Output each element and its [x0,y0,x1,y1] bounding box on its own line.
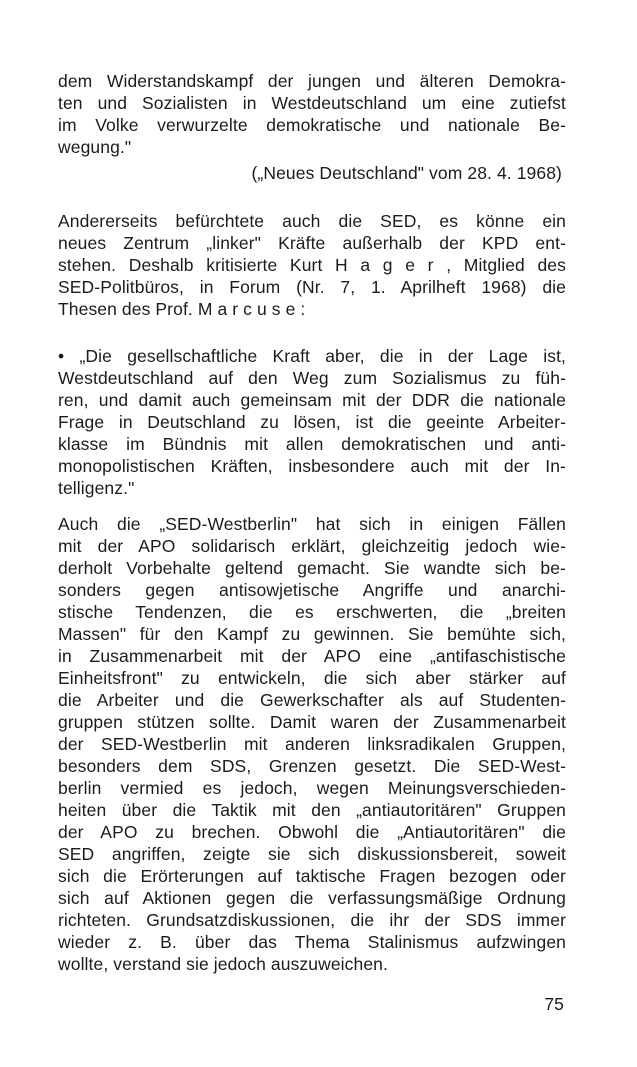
text-line: SED angriffen, zeigte sie sich diskussionsbereit, soweit [58,844,566,864]
paragraph-sed-critique [58,210,566,320]
text-line: dem Widerstandskampf der jungen und älteren Demokra- [58,71,566,91]
source-citation: („Neues Deutschland" vom 28. 4. 1968) [251,163,562,183]
text-line: telligenz." [58,478,135,498]
text-line: klasse im Bündnis mit allen demokratischen und anti- [58,434,566,454]
bullet-quote-hager [58,345,566,499]
text-line: sich die Erörterungen auf taktische Fragen bezogen oder [58,866,566,886]
text-line: die Arbeiter und die Gewerkschafter als auf Studenten- [58,690,566,710]
text-line: wieder z. B. über das Thema Stalinismus aufzwingen [58,932,566,952]
text-line: stische Tendenzen, die es erschwerten, die „breiten [58,602,566,622]
text-line: Thesen des Prof. M a r c u s e : [58,299,306,319]
text-line: Frage in Deutschland zu lösen, ist die geeinte Arbeiter- [58,412,566,432]
text-line: Auch die „SED-Westberlin" hat sich in einigen Fällen [58,514,566,534]
text-line: Einheitsfront" zu entwickeln, die sich aber stärker auf [58,668,566,688]
page-number: 75 [544,994,564,1014]
text-block [58,70,566,1015]
text-line: monopolistischen Kräften, insbesondere auch mit der In- [58,456,566,476]
text-line: sonders gegen antisowjetische Angriffe und anarchi- [58,580,566,600]
text-line: wollte, verstand sie jedoch auszuweichen. [58,954,388,974]
text-line: Massen" für den Kampf zu gewinnen. Sie bemühte sich, [58,624,566,644]
text-line: berlin vermied es jedoch, wegen Meinungsverschieden- [58,778,566,798]
text-line: mit der APO solidarisch erklärt, gleichzeitig jedoch wie- [58,536,566,556]
text-line: der APO zu brechen. Obwohl die „Antiautoritären" die [58,822,566,842]
text-line: Westdeutschland auf den Weg zum Sozialismus zu füh- [58,368,566,388]
text-line: richteten. Grundsatzdiskussionen, die ihr der SDS immer [58,910,566,930]
text-line: besonders dem SDS, Grenzen gesetzt. Die SED-West- [58,756,566,776]
text-line: Andererseits befürchtete auch die SED, es könne ein [58,211,566,231]
paragraph-sed-westberlin [58,513,566,975]
text-line: heiten über die Taktik mit den „antiautoritären" Gruppen [58,800,566,820]
text-line: ten und Sozialisten in Westdeutschland um eine zutiefst [58,93,566,113]
text-line: im Volke verwurzelte demokratische und nationale Be- [58,115,566,135]
text-line: SED-Politbüros, in Forum (Nr. 7, 1. Aprilheft 1968) die [58,277,566,297]
text-line: ren, und damit auch gemeinsam mit der DDR die nationale [58,390,566,410]
text-line: wegung." [58,137,132,157]
text-line: sich auf Aktionen gegen die verfassungsmäßige Ordnung [58,888,566,908]
text-line: derholt Vorbehalte geltend gemacht. Sie wandte sich be- [58,558,566,578]
quote-continuation-paragraph [58,70,566,158]
text-line: der SED-Westberlin mit anderen linksradikalen Gruppen, [58,734,566,754]
text-line: neues Zentrum „linker" Kräfte außerhalb der KPD ent- [58,233,566,253]
text-line: in Zusammenarbeit mit der APO eine „antifaschistische [58,646,566,666]
text-line: gruppen stützen sollte. Damit waren der Zusammenarbeit [58,712,566,732]
text-line: • „Die gesellschaftliche Kraft aber, die in der Lage ist, [58,346,566,366]
text-line: stehen. Deshalb kritisierte Kurt H a g e r , Mitglied des [58,255,566,275]
